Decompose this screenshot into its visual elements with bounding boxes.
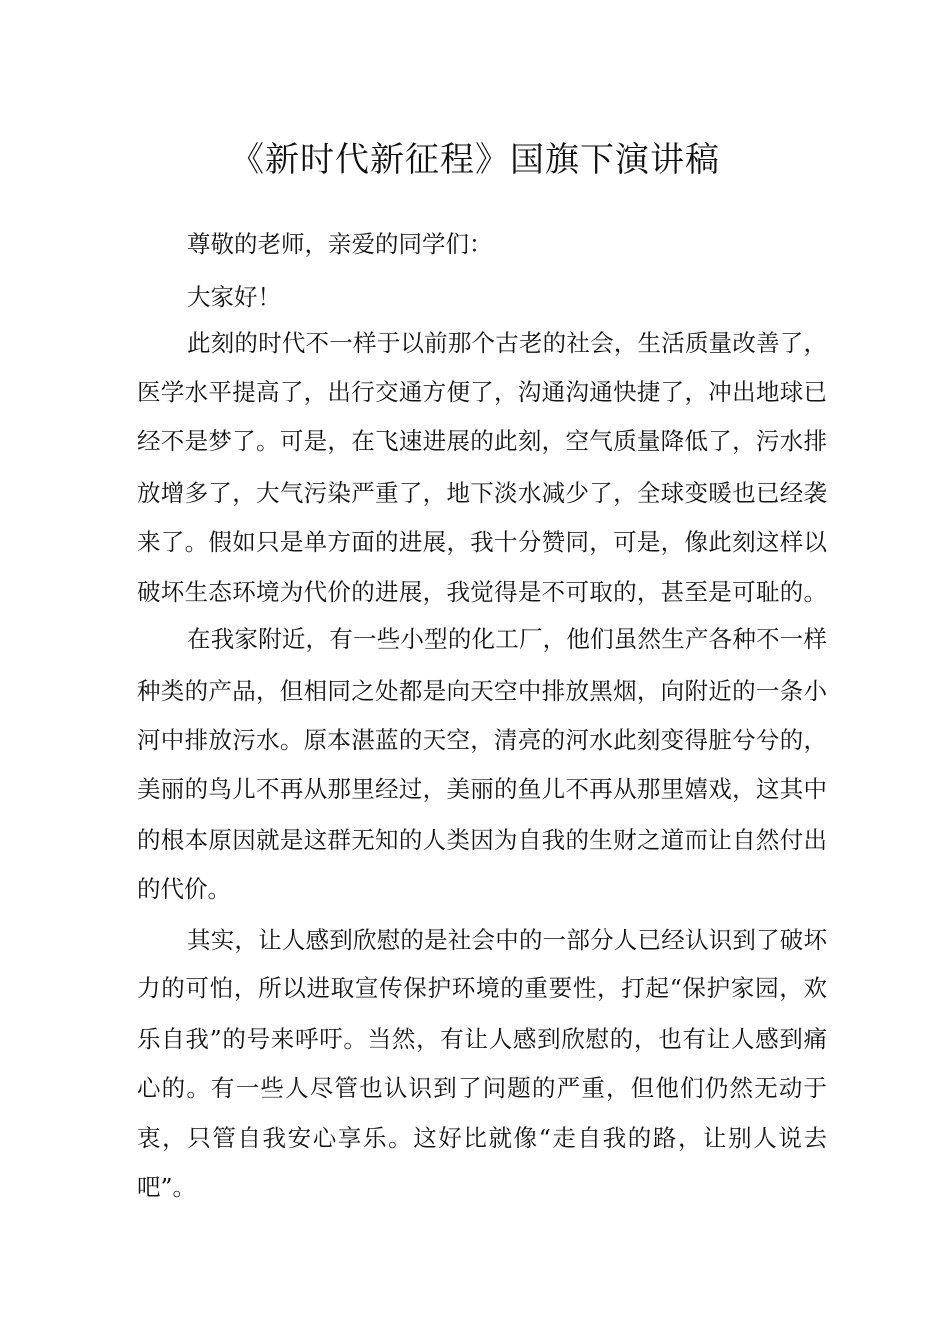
paragraph-3-line-4: 心的。有一些人尽管也认识到了问题的严重，但他们仍然无动于 xyxy=(137,1074,827,1102)
paragraph-1-line-3: 经不是梦了。可是，在飞速进展的此刻，空气质量降低了，污水排 xyxy=(137,427,827,455)
paragraph-2-line-4: 美丽的鸟儿不再从那里经过，美丽的鱼儿不再从那里嬉戏，这其中 xyxy=(137,775,827,803)
paragraph-3-line-5: 衷，只管自我安心享乐。这好比就像“走自我的路，让别人说去 xyxy=(137,1124,827,1152)
paragraph-2-line-6: 的代价。 xyxy=(137,875,231,903)
paragraph-1-line-5: 来了。假如只是单方面的进展，我十分赞同，可是，像此刻这样以 xyxy=(137,528,827,556)
salutation: 尊敬的老师，亲爱的同学们： xyxy=(187,230,493,258)
paragraph-2-line-3: 河中排放污水。原本湛蓝的天空，清亮的河水此刻变得脏兮兮的， xyxy=(137,726,827,754)
paragraph-2-line-1: 在我家附近，有一些小型的化工厂，他们虽然生产各种不一样 xyxy=(187,625,827,653)
paragraph-3-line-6: 吧”。 xyxy=(137,1173,197,1201)
paragraph-3-line-2: 力的可怕，所以进取宣传保护环境的重要性，打起“保护家园，欢 xyxy=(137,974,827,1002)
paragraph-1-line-1: 此刻的时代不一样于以前那个古老的社会，生活质量改善了， xyxy=(187,329,827,357)
paragraph-3-line-3: 乐自我”的号来呼吁。当然，有让人感到欣慰的，也有让人感到痛 xyxy=(137,1025,827,1053)
paragraph-1-line-6: 破坏生态环境为代价的进展，我觉得是不可取的，甚至是可耻的。 xyxy=(137,578,827,606)
document-title: 《新时代新征程》国旗下演讲稿 xyxy=(230,140,720,180)
paragraph-2-line-2: 种类的产品，但相同之处都是向天空中排放黑烟，向附近的一条小 xyxy=(137,677,827,705)
greeting: 大家好！ xyxy=(187,283,281,311)
paragraph-1-line-4: 放增多了，大气污染严重了，地下淡水减少了，全球变暖也已经袭 xyxy=(137,479,827,507)
paragraph-3-line-1: 其实，让人感到欣慰的是社会中的一部分人已经认识到了破坏 xyxy=(187,926,827,954)
paragraph-2-line-5: 的根本原因就是这群无知的人类因为自我的生财之道而让自然付出 xyxy=(137,826,827,854)
paragraph-1-line-2: 医学水平提高了，出行交通方便了，沟通沟通快捷了，冲出地球已 xyxy=(137,378,827,406)
